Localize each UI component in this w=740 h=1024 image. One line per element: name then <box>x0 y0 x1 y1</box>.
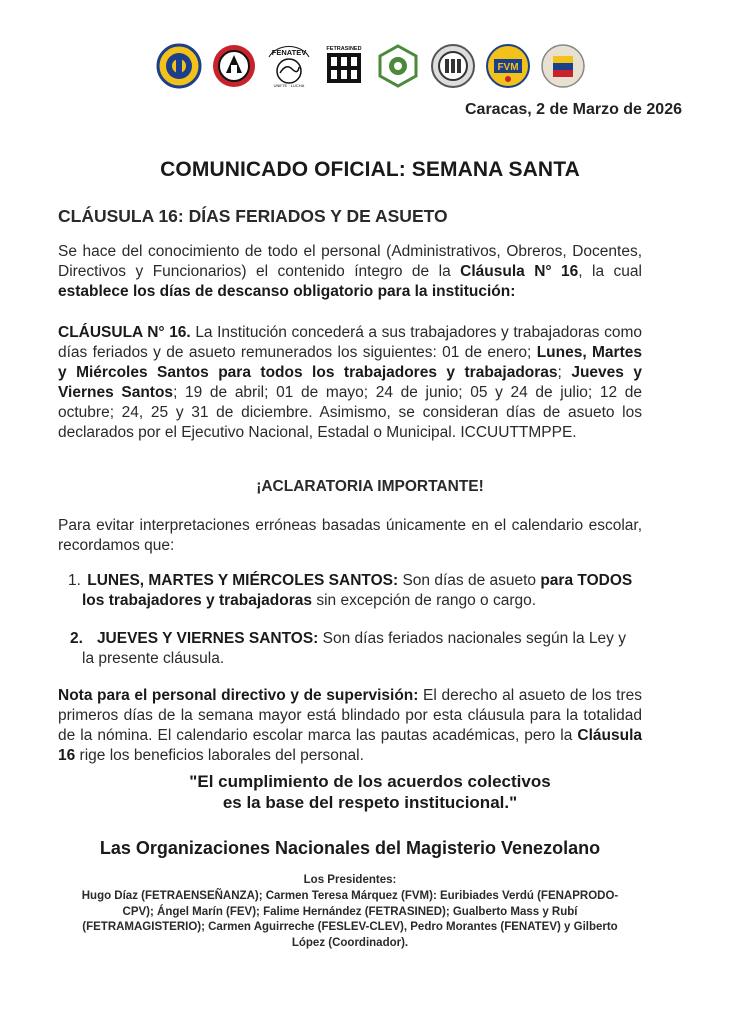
note-paragraph <box>58 686 642 766</box>
note-label: Nota para el personal directivo y de supervisión: <box>58 687 419 704</box>
list-item-bold-1: JUEVES Y VIERNES SANTOS: <box>96 630 319 647</box>
list-item-bold-2: para TODOS los trabajadores y trabajadoras <box>82 572 633 609</box>
svg-text:UNETE · LUCHA: UNETE · LUCHA <box>273 83 305 88</box>
union-logos-row <box>156 40 586 92</box>
svg-text:FVM: FVM <box>497 62 519 73</box>
fetraensenanza-logo <box>156 43 202 89</box>
clause-label: CLÁUSULA N° 16. <box>58 324 191 341</box>
note-text-1: El derecho al asueto de los tres primeros días de la semana mayor está blindado por esta cláusula para la totalidad de la nómina. El calendario escolar marca las pautas académicas, pero la <box>58 687 642 744</box>
reminder-paragraph: Para evitar interpretaciones erróneas basadas únicamente en el calendario escolar, recordamos que: <box>58 517 642 554</box>
quote-line-1: "El cumplimiento de los acuerdos colectivos <box>189 772 551 791</box>
fvm-logo <box>485 43 531 89</box>
clause-subheading: CLÁUSULA 16: DÍAS FERIADOS Y DE ASUETO <box>58 206 448 226</box>
list-item-number: 1. <box>68 572 81 589</box>
fev-logo <box>375 43 421 89</box>
institutional-quote <box>0 771 740 813</box>
list-item-bold-1: LUNES, MARTES Y MIÉRCOLES SANTOS: <box>87 572 399 589</box>
document-title: COMUNICADO OFICIAL: SEMANA SANTA <box>160 158 580 181</box>
list-item-number: 2. <box>70 630 83 647</box>
intro-bold-statement: establece los días de descanso obligatorio para la institución: <box>58 283 516 300</box>
fenatev-logo <box>266 43 312 89</box>
list-item-1 <box>58 571 642 611</box>
clause-text-1: La Institución concederá a sus trabajadores y trabajadoras como días feriados y de asueto remunerados los siguientes: 01 de enero; <box>58 324 642 361</box>
fetrasined-logo <box>321 43 367 89</box>
fenaprodo-logo <box>430 43 476 89</box>
clause-paragraph <box>58 323 642 443</box>
fenatev-logo-text: FENATEV <box>271 48 306 57</box>
note-bold-clause: Cláusula 16 <box>58 727 642 764</box>
clause-text-2: ; <box>557 364 572 381</box>
list-item-2 <box>58 629 642 669</box>
document-date: Caracas, 2 de Marzo de 2026 <box>464 101 682 118</box>
important-heading: ¡ACLARATORIA IMPORTANTE! <box>256 478 484 495</box>
list-item-text-1: Son días de asueto <box>398 572 541 589</box>
presidents-list: Hugo Díaz (FETRAENSEÑANZA); Carmen Teresa Márquez (FVM): Euribiades Verdú (FENAPRODO-CPV); Ángel Marín (FEV); Falime Hernández (FETRASINED); Gualberto Mass y Rubí (FETRAMAGISTERIO); Carmen Aguirreche (FESLEV-CLEV), Pedro Morantes (FENATEV) y Gilberto López (Coordinador). <box>81 890 619 949</box>
list-item-text-1: Son días feriados nacionales según la Ley y la presente cláusula. <box>82 630 626 667</box>
clause-bold-holy-mon-wed: Lunes, Martes y Miércoles Santos para todos los trabajadores y trabajadoras <box>58 344 642 381</box>
fetrasined-logo-text: FETRASINED <box>325 46 362 52</box>
list-item-text-2: sin excepción de rango o cargo. <box>312 592 537 609</box>
intro-text-1: Se hace del conocimiento de todo el personal (Administrativos, Obreros, Docentes, Directivos y Funcionarios) el contenido íntegro de la <box>58 243 642 280</box>
feslev-logo <box>540 43 586 89</box>
quote-line-2: es la base del respeto institucional." <box>222 793 518 812</box>
clause-text-3: ; 19 de abril; 01 de mayo; 24 de junio; 05 y 24 de julio; 12 de octubre; 24, 25 y 31 de diciembre. Asimismo, se consideran días de asueto los declarados por el Ejecutivo Nacional, Estadal o Municipal. ICCUUTTMPPE. <box>58 384 642 441</box>
intro-bold-clause: Cláusula N° 16 <box>460 263 579 280</box>
intro-text-2: , la cual <box>578 263 642 280</box>
presidents-heading: Los Presidentes: <box>303 874 397 886</box>
fetramagisterio-logo <box>211 43 257 89</box>
clause-bold-holy-thu-fri: Jueves y Viernes Santos <box>58 364 642 401</box>
intro-paragraph <box>58 242 642 302</box>
organizations-signature: Las Organizaciones Nacionales del Magisterio Venezolano <box>99 838 601 858</box>
note-text-2: rige los beneficios laborales del personal. <box>75 747 364 764</box>
